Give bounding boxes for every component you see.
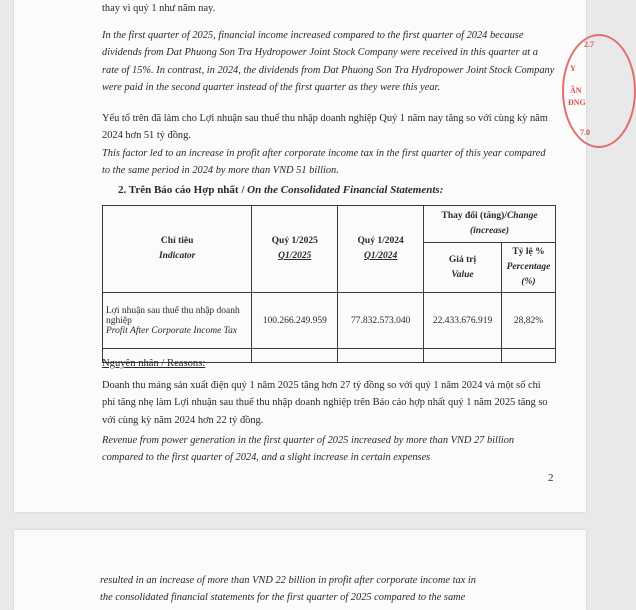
row-label-en: Profit After Corporate Income Tax <box>106 325 238 336</box>
reasons-title: Nguyên nhân / Reasons: <box>102 358 206 369</box>
english-paragraph-financial-income: In the first quarter of 2025, financial income increased compared to the first quarter of 2024 because dividends from Dat Phuong Son Tra Hydropower Joint Stock Company were received in this quarter at a rate of 15%. In contrast, in 2024, the dividends from Dat Phuong Son Tra Hydropower Joint Stock Company were paid in the second quarter instead of the first quarter as they were this year. <box>102 30 555 94</box>
table-row <box>103 293 556 349</box>
document-page-1 <box>14 0 594 512</box>
section-heading-vi: 2. Trên Báo cáo Hợp nhất / <box>118 184 248 196</box>
empty-cell <box>501 349 555 363</box>
document-page-2 <box>14 530 586 610</box>
empty-cell <box>252 349 338 363</box>
stamp-text: ĐNG <box>568 98 586 107</box>
english-paragraph-profit-factor: This factor led to an increase in profit after corporate income tax in the first quarter of this year compared to the same period in 2024 by more than VND 51 billion. <box>102 148 546 177</box>
page-number: 2 <box>548 472 554 484</box>
header-change <box>424 206 556 243</box>
cell-change-value: 22.433.676.919 <box>424 293 502 349</box>
header-pct-vi: Tỷ lệ % <box>512 247 545 257</box>
header-q1-2024-en: Q1/2024 <box>364 251 398 261</box>
header-pct-en: Percentage (%) <box>506 262 551 287</box>
header-percentage <box>501 243 555 293</box>
vietnamese-paragraph-profit-factor: Yếu tố trên đã làm cho Lợi nhuận sau thuế thu nhập doanh nghiệp Quý 1 năm nay tăng so với cùng kỳ năm 2024 hơn 51 tỷ đồng. <box>102 113 548 142</box>
header-q1-2025-vi: Quý 1/2025 <box>271 236 318 246</box>
empty-cell <box>424 349 502 363</box>
cut-off-line <box>102 0 556 18</box>
row-indicator-cell <box>103 293 252 349</box>
empty-cell <box>338 349 424 363</box>
page2-line-1: resulted in an increase of more than VND 22 billion in profit after corporate income tax in <box>100 575 476 586</box>
reasons-vietnamese: Doanh thu mảng sản xuất điện quý 1 năm 2025 tăng hơn 27 tỷ đồng so với quý 1 năm 2024 và một số chi phí tăng nhẹ làm Lợi nhuận sau thuế thu nhập doanh nghiệp trên Báo cáo hợp nhất quý 1 năm 2025 tăng so với cùng kỳ năm 2024 hơn 22 tỷ đồng. <box>102 380 548 426</box>
header-q1-2025-en: Q1/2025 <box>278 251 312 261</box>
header-q1-2024-vi: Quý 1/2024 <box>357 236 404 246</box>
cell-q1-2024: 77.832.573.040 <box>338 293 424 349</box>
page2-line-2: the consolidated financial statements for the first quarter of 2025 compared to the same <box>100 592 466 603</box>
header-change-vi: Thay đổi (tăng)/ <box>441 211 507 221</box>
stamp-text: ẦN <box>570 86 582 95</box>
header-indicator-en: Indicator <box>158 251 196 261</box>
header-value-en: Value <box>451 269 474 280</box>
section-heading-en: On the Consolidated Financial Statements: <box>247 184 444 196</box>
cell-change-pct: 28,82% <box>501 293 555 349</box>
row-label-vi: Lợi nhuận sau thuế thu nhập doanh nghiệp <box>106 305 240 326</box>
header-value-vi: Giá trị <box>448 254 477 265</box>
header-value <box>424 243 502 293</box>
consolidated-financial-table <box>102 205 556 363</box>
cell-q1-2025: 100.266.249.959 <box>252 293 338 349</box>
header-change-en: Change (increase) <box>470 211 538 236</box>
section-heading <box>118 184 443 196</box>
stamp-text: Y <box>570 64 576 73</box>
header-indicator <box>103 206 252 293</box>
company-seal-stamp <box>562 34 636 148</box>
header-q1-2024 <box>338 206 424 293</box>
header-indicator-vi: Chỉ tiêu <box>160 236 194 246</box>
top-line-text: thay vì quý 1 như năm nay. <box>102 3 216 14</box>
stamp-text: 7.0 <box>580 128 590 137</box>
stamp-text: 2.7 <box>584 40 594 49</box>
header-q1-2025 <box>252 206 338 293</box>
reasons-english: Revenue from power generation in the first quarter of 2025 increased by more than VND 27 billion compared to the first quarter of 2024, and a slight increase in certain expenses <box>102 435 515 464</box>
